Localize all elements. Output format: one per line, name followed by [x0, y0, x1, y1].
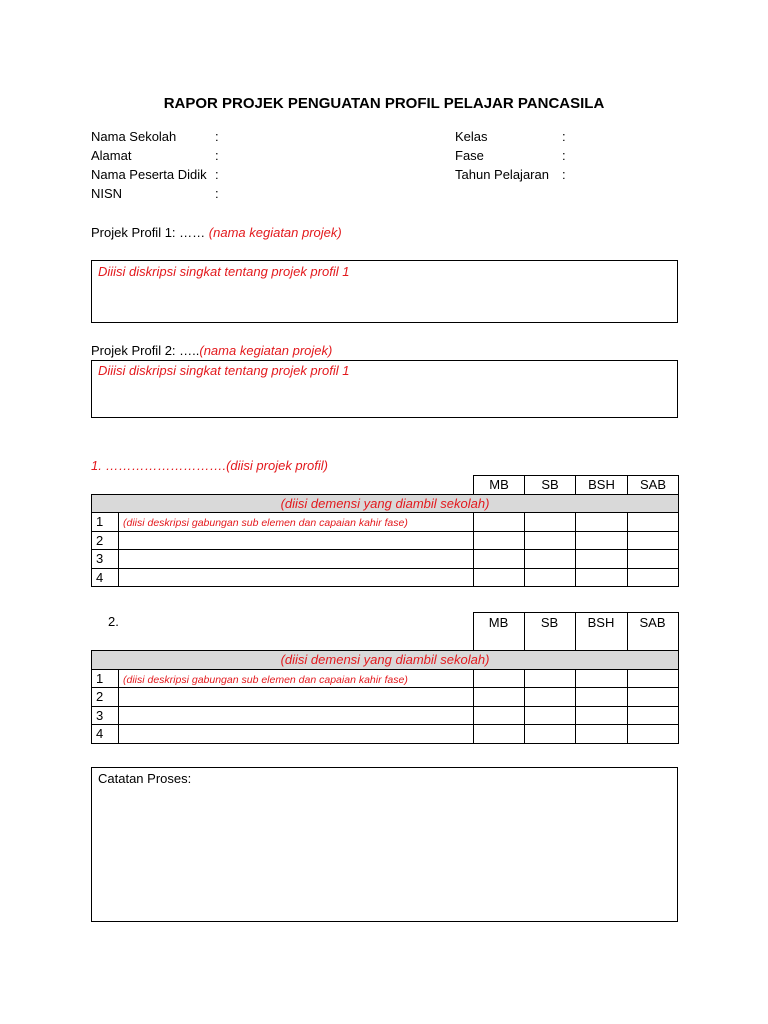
row-number: 1 [92, 513, 119, 532]
cell-bsh[interactable] [576, 725, 628, 744]
cell-bsh[interactable] [576, 513, 628, 532]
cell-sab[interactable] [628, 688, 679, 707]
assessment-table-2-header [91, 612, 679, 652]
dimension-row [92, 494, 679, 513]
cell-mb[interactable] [474, 725, 525, 744]
table-row [92, 688, 679, 707]
process-notes-box[interactable] [91, 767, 678, 922]
row-number: 2 [92, 531, 119, 550]
cell-bsh[interactable] [576, 550, 628, 569]
cell-bsh[interactable] [576, 706, 628, 725]
dimension-text: (diisi demensi yang diambil sekolah) [280, 495, 490, 511]
header-sab: SAB [627, 613, 678, 652]
project2-heading [91, 343, 332, 358]
project2-name-hint: (nama kegiatan projek) [199, 343, 333, 358]
sep-nama-sekolah: : [215, 129, 219, 144]
row-description-hint: (diisi deskripsi gabungan sub elemen dan capaian kahir fase) [123, 517, 408, 530]
table-row [92, 725, 679, 744]
row-description[interactable] [119, 725, 474, 744]
sep-fase: : [562, 148, 566, 163]
process-notes-label: Catatan Proses: [98, 771, 192, 786]
table1-number: 1. ………………………. [91, 458, 227, 473]
cell-bsh[interactable] [576, 688, 628, 707]
dimension-row [92, 651, 679, 670]
table-row [92, 531, 679, 550]
sep-kelas: : [562, 129, 566, 144]
project2-heading-label: Projek Profil 2: ….. [91, 343, 200, 358]
row-description[interactable] [119, 550, 474, 569]
row-description[interactable] [119, 568, 474, 587]
cell-sb[interactable] [525, 568, 576, 587]
header-sb: SB [524, 613, 575, 652]
table-header-row [91, 613, 678, 652]
cell-sab[interactable] [628, 725, 679, 744]
cell-sb[interactable] [525, 513, 576, 532]
sep-tahun-pelajaran: : [562, 167, 566, 182]
row-number: 3 [92, 550, 119, 569]
row-description[interactable] [119, 706, 474, 725]
cell-mb[interactable] [474, 531, 525, 550]
label-kelas: Kelas [455, 129, 488, 144]
project2-description-box[interactable] [91, 360, 678, 418]
label-nisn: NISN [91, 186, 123, 201]
cell-sab[interactable] [628, 513, 679, 532]
cell-sab[interactable] [628, 568, 679, 587]
project2-description: Diiisi diskripsi singkat tentang projek profil 1 [98, 363, 350, 378]
table2-label: 2. [108, 614, 119, 629]
cell-sab[interactable] [628, 706, 679, 725]
header-mb: MB [474, 476, 525, 495]
project1-name-hint: (nama kegiatan projek) [208, 225, 342, 240]
dimension-text: (diisi demensi yang diambil sekolah) [280, 652, 490, 668]
cell-sb[interactable] [525, 550, 576, 569]
row-description[interactable] [119, 669, 474, 688]
header-sab: SAB [628, 476, 679, 495]
cell-bsh[interactable] [576, 531, 628, 550]
label-nama-peserta-didik: Nama Peserta Didik [91, 167, 207, 182]
project1-heading [91, 225, 342, 240]
cell-sb[interactable] [525, 725, 576, 744]
row-number: 4 [92, 568, 119, 587]
cell-mb[interactable] [474, 669, 525, 688]
header-bsh: BSH [575, 613, 627, 652]
table-row [92, 669, 679, 688]
table-header-row [92, 476, 679, 495]
cell-mb[interactable] [474, 513, 525, 532]
table-row [92, 513, 679, 532]
project1-description: Diiisi diskripsi singkat tentang projek profil 1 [98, 264, 350, 279]
header-mb: MB [473, 613, 524, 652]
table-row [92, 550, 679, 569]
header-bsh: BSH [576, 476, 628, 495]
sep-nama-peserta-didik: : [215, 167, 219, 182]
label-alamat: Alamat [91, 148, 132, 163]
dimension-cell [92, 494, 679, 513]
cell-sb[interactable] [525, 669, 576, 688]
table1-label [91, 458, 328, 473]
row-description[interactable] [119, 688, 474, 707]
table1-label-hint: (diisi projek profil) [226, 458, 328, 473]
table-row [92, 706, 679, 725]
row-number: 1 [92, 669, 119, 688]
dimension-cell [92, 651, 679, 670]
row-number: 4 [92, 725, 119, 744]
project1-heading-label: Projek Profil 1: …… [91, 225, 206, 240]
cell-sb[interactable] [525, 688, 576, 707]
row-description-hint: (diisi deskripsi gabungan sub elemen dan capaian kahir fase) [123, 673, 408, 686]
label-nama-sekolah: Nama Sekolah [91, 129, 177, 144]
table-row [92, 568, 679, 587]
cell-sab[interactable] [628, 669, 679, 688]
sep-alamat: : [215, 148, 219, 163]
sep-nisn: : [215, 186, 219, 201]
cell-sab[interactable] [628, 531, 679, 550]
cell-sab[interactable] [628, 550, 679, 569]
row-number: 2 [92, 688, 119, 707]
label-tahun-pelajaran: Tahun Pelajaran [455, 167, 549, 182]
cell-sb[interactable] [525, 531, 576, 550]
cell-mb[interactable] [474, 550, 525, 569]
row-description[interactable] [119, 513, 474, 532]
cell-bsh[interactable] [576, 568, 628, 587]
row-description[interactable] [119, 531, 474, 550]
page-title: RAPOR PROJEK PENGUATAN PROFIL PELAJAR PANCASILA [163, 95, 605, 112]
project1-description-box[interactable] [91, 260, 678, 323]
cell-mb[interactable] [474, 706, 525, 725]
row-number: 3 [92, 706, 119, 725]
assessment-table-1 [91, 475, 679, 587]
label-fase: Fase [455, 148, 484, 163]
assessment-table-2 [91, 650, 679, 744]
header-sb: SB [525, 476, 576, 495]
cell-sb[interactable] [525, 706, 576, 725]
cell-mb[interactable] [474, 568, 525, 587]
cell-bsh[interactable] [576, 669, 628, 688]
cell-mb[interactable] [474, 688, 525, 707]
